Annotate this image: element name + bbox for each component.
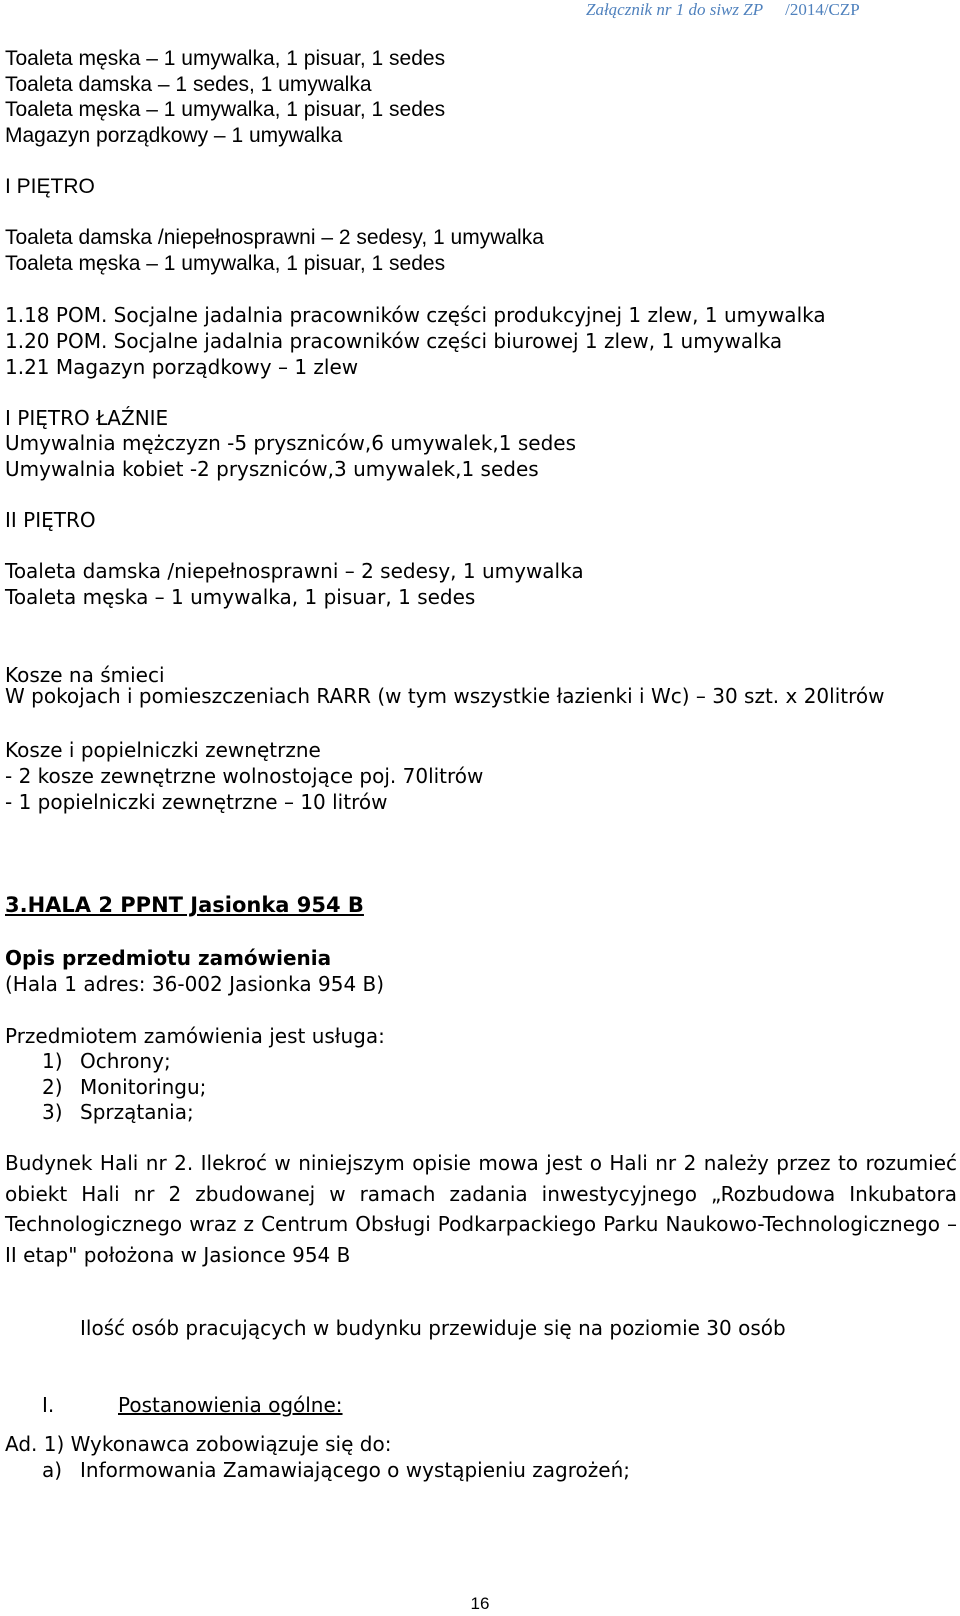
room-item: 1.18 POM. Socjalne jadalnia pracowników części produkcyjnej 1 zlew, 1 umywalka	[5, 303, 826, 327]
list-item: - 1 popielniczki zewnętrzne – 10 litrów	[5, 790, 388, 814]
bins-rooms-text: W pokojach i pomieszczeniach RARR (w tym wszystkie łazienki i Wc) – 30 szt. x 20litrów	[5, 684, 885, 708]
list-item: Umywalnia mężczyzn -5 pryszniców,6 umywalek,1 sedes	[5, 431, 576, 455]
list-item: Toaleta męska – 1 umywalka, 1 pisuar, 1 sedes	[5, 585, 476, 609]
page-number: 16	[470, 1594, 490, 1613]
list-item: Magazyn porządkowy – 1 umywalka	[5, 124, 343, 147]
list-item: - 2 kosze zewnętrzne wolnostojące poj. 70litrów	[5, 764, 484, 788]
annex-label: Załącznik nr 1 do siwz ZP	[586, 0, 764, 19]
annex-ref: /2014/CZP	[785, 0, 860, 19]
service-num: 3)	[42, 1100, 63, 1124]
list-item: Toaleta męska – 1 umywalka, 1 pisuar, 1 sedes	[5, 47, 446, 70]
service-num: 2)	[42, 1075, 63, 1099]
list-item: Toaleta męska – 1 umywalka, 1 pisuar, 1 sedes	[5, 98, 446, 121]
room-item: 1.20 POM. Socjalne jadalnia pracowników części biurowej 1 zlew, 1 umywalka	[5, 329, 783, 353]
list-item: Toaleta męska – 1 umywalka, 1 pisuar, 1 sedes	[5, 252, 446, 275]
list-item: Umywalnia kobiet -2 pryszniców,3 umywalek,1 sedes	[5, 457, 539, 481]
service-num: 1)	[42, 1049, 63, 1073]
ad1-line: Ad. 1) Wykonawca zobowiązuje się do:	[5, 1432, 392, 1456]
floor1-heading: I PIĘTRO	[5, 175, 95, 198]
bins-outdoor-heading: Kosze i popielniczki zewnętrzne	[5, 738, 321, 762]
general-title: Postanowienia ogólne:	[118, 1393, 343, 1417]
staff-text: Ilość osób pracujących w budynku przewiduje się na poziomie 30 osób	[80, 1316, 786, 1340]
service-item: Sprzątania;	[80, 1100, 194, 1124]
ad1-a-text: Informowania Zamawiającego o wystąpieniu zagrożeń;	[80, 1458, 630, 1482]
list-item: Toaleta damska – 1 sedes, 1 umywalka	[5, 73, 372, 96]
section-title: 3.HALA 2 PPNT Jasionka 954 B	[5, 893, 364, 917]
ad1-a-num: a)	[42, 1458, 63, 1482]
bins-heading: Kosze na śmieci	[5, 663, 165, 687]
general-num: I.	[42, 1393, 55, 1417]
room-item: 1.21 Magazyn porządkowy – 1 zlew	[5, 355, 359, 379]
baths-heading: I PIĘTRO ŁAŹNIE	[5, 406, 169, 430]
service-intro: Przedmiotem zamówienia jest usługa:	[5, 1024, 385, 1048]
floor2-heading: II PIĘTRO	[5, 508, 96, 532]
service-item: Monitoringu;	[80, 1075, 207, 1099]
list-item: Toaleta damska /niepełnosprawni – 2 sedesy, 1 umywalka	[5, 559, 584, 583]
address-line: (Hala 1 adres: 36-002 Jasionka 954 B)	[5, 972, 385, 996]
service-item: Ochrony;	[80, 1049, 171, 1073]
building-paragraph: Budynek Hali nr 2. Ilekroć w niniejszym opisie mowa jest o Hali nr 2 należy przez to rozumieć obiekt Hali nr 2 zbudowanej w ramach zadania inwestycyjnego „Rozbudowa Inkubatora Technologicznego wraz z Centrum Obsługi Podkarpackiego Parku Naukowo-Technologicznego – II etap" położona w Jasionce 954 B	[5, 1151, 957, 1267]
subject-heading: Opis przedmiotu zamówienia	[5, 946, 332, 970]
page-header	[586, 0, 860, 20]
list-item: Toaleta damska /niepełnosprawni – 2 sedesy, 1 umywalka	[5, 226, 544, 249]
